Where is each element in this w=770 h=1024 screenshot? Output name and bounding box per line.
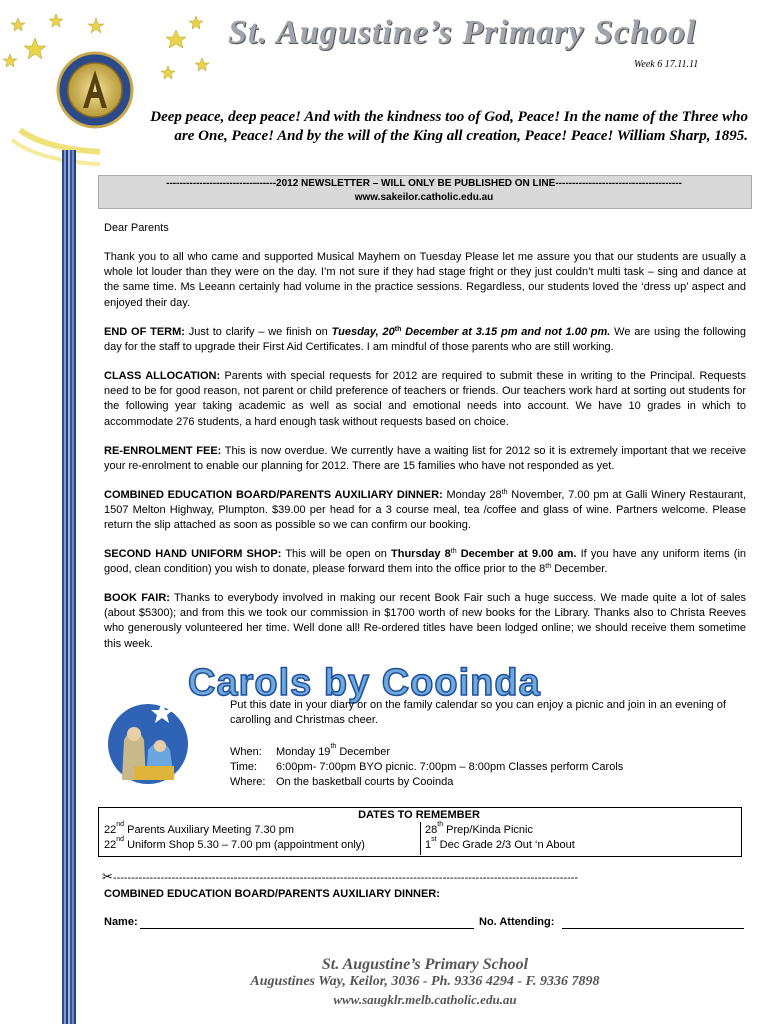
sup: th <box>545 563 552 571</box>
dates-heading: DATES TO REMEMBER <box>358 809 480 821</box>
sup: th <box>330 743 337 750</box>
uniform-text-end: December. <box>551 563 608 576</box>
date-day: 22 <box>104 824 117 836</box>
dinner-paragraph <box>104 488 746 534</box>
when-text: Monday 19 <box>276 746 331 758</box>
attending-field[interactable] <box>562 928 744 929</box>
scissors-icon: ✂ <box>102 870 113 885</box>
date-text: Parents Auxiliary Meeting 7.30 pm <box>124 824 295 836</box>
end-term-date: Tuesday, 20 <box>331 326 395 338</box>
quote: Deep peace, deep peace! And with the kindness too of God, Peace! In the name of the Three who are One, Peace! And by the will of the King all creation, Peace! Peace! William Sharp, 1895. <box>150 109 748 144</box>
end-of-term-paragraph <box>104 325 746 355</box>
banner-line: ---------------------------------2012 NEWSLETTER – WILL ONLY BE PUBLISHED ON LINE-------------------------------------- <box>166 178 682 189</box>
date-entry <box>425 836 575 851</box>
nativity-icon <box>104 690 192 790</box>
date-day: 1 <box>425 839 432 851</box>
sup: th <box>437 821 444 828</box>
class-heading: CLASS ALLOCATION: <box>104 370 221 382</box>
footer-school-name: St. Augustine’s Primary School <box>321 956 529 973</box>
website-link[interactable]: www.sakeilor.catholic.edu.au <box>354 192 494 203</box>
attending-label: No. Attending: <box>479 916 555 928</box>
end-term-text: Just to clarify – we finish on <box>184 326 332 338</box>
bookfair-text: Thanks to everybody involved in making our recent Book Fair such a huge success. We made quite a lot of sales (about $5300); and from this we took our commission in $1700 worth of new books for the Library. Thanks also to Christa Reeves who generously volunteered her time. Well done all! Re-ordered titles have been lodged online; we should receive them sometime this week. <box>104 592 746 650</box>
end-term-text-rest: We are using the following day for the staff to upgrade their First Aid Certificates. I am mindful of those parents who are still working. <box>104 326 746 354</box>
when-label: When: <box>230 746 262 758</box>
uniform-date-rest: December at 9.00 am. <box>456 548 577 560</box>
uniform-heading: SECOND HAND UNIFORM SHOP: <box>104 548 282 560</box>
date-day: 28 <box>425 824 438 836</box>
where-value: On the basketball courts by Cooinda <box>276 776 454 788</box>
book-fair-paragraph <box>104 591 746 652</box>
where-label: Where: <box>230 776 266 788</box>
date-entry <box>104 821 295 836</box>
carols-intro: Put this date in your diary or on the family calendar so you can enjoy a picnic and join in an evening of carolling and Christmas cheer. <box>230 699 726 726</box>
bookfair-heading: BOOK FAIR: <box>104 592 170 604</box>
when-value <box>276 743 736 758</box>
date-entry <box>425 821 533 836</box>
date-entry <box>104 836 365 851</box>
week-date: Week 6 17.11.11 <box>634 59 699 70</box>
dinner-text: Monday 28 <box>442 489 502 501</box>
uniform-paragraph <box>104 547 746 577</box>
cut-line <box>102 870 742 885</box>
reenrol-text: This is now overdue. We currently have a waiting list for 2012 so it is extremely important that we receive your re-enrolment to enable our planning for 2012. There are 15 families who have not responded as yet. <box>104 445 746 473</box>
uniform-date: Thursday 8 <box>391 548 451 560</box>
dinner-heading: COMBINED EDUCATION BOARD/PARENTS AUXILIARY DINNER: <box>104 489 443 501</box>
greeting: Dear Parents <box>104 222 169 234</box>
class-allocation-paragraph <box>104 369 746 430</box>
cut-dashes: ------------------------------------------------------------------------------------------------------------------------------- <box>112 872 579 884</box>
sup: th <box>501 489 508 496</box>
intro-paragraph: Thank you to all who came and supported Musical Mayhem on Tuesday Please let me assure you that our students are usually a whole lot louder than they were on the day. I’m not sure if they had stage fright or they just couldn’t multi task – sing and dance at the same time. Ms Leeann certainly had volume in the practice sessions. Regardless, our students loved the ‘dress up’ aspect and enjoyed their day. <box>104 251 746 309</box>
date-day: 22 <box>104 839 117 851</box>
decorative-border <box>0 0 100 1024</box>
school-title: St. Augustine’s Primary School <box>228 14 697 51</box>
sup: st <box>431 836 437 843</box>
sup: th <box>450 548 457 555</box>
reenrol-heading: RE-ENROLMENT FEE: <box>104 445 222 457</box>
class-text: Parents with special requests for 2012 are required to submit these in writing to the Principal. Requests need to be for good reason, not parent or child preference of teachers or friends. Our teachers work hard at sorting out students for the following year taking academic as well as social and emotional needs into account. We have 10 grades in which to accommodate 276 students, a hard enough task without requests based on choice. <box>104 370 746 428</box>
uniform-text: This will be open on <box>281 548 391 560</box>
left-stripe <box>62 150 76 1024</box>
uniform-text-rest: If you have any uniform items (in good, clean condition) you wish to donate, please forward them into the office prior to the 8 <box>104 548 747 576</box>
when-text-rest: December <box>336 746 391 758</box>
date-text: Prep/Kinda Picnic <box>443 824 533 836</box>
school-logo <box>55 50 135 130</box>
date-text: Dec Grade 2/3 Out ‘n About <box>436 839 575 851</box>
date-text: Uniform Shop 5.30 – 7.00 pm (appointment only) <box>124 839 365 851</box>
footer-website[interactable]: www.saugklr.melb.catholic.edu.au <box>333 992 517 1007</box>
sup: nd <box>116 836 125 843</box>
end-term-heading: END OF TERM: <box>104 326 185 338</box>
re-enrolment-paragraph <box>104 444 746 474</box>
time-label: Time: <box>230 761 258 773</box>
name-label: Name: <box>104 916 138 928</box>
sup: th <box>394 326 402 333</box>
dinner-text-rest: November, 7.00 pm at Galli Winery Restaurant, 1507 Melton Highway, Plumpton. $39.00 per head for a 3 course meal, tea /coffee and glass of wine. Partners welcome. Please return the slip attached as soon as possible so we can confirm our booking. <box>104 489 746 532</box>
dates-divider <box>420 822 421 855</box>
name-field[interactable] <box>140 928 474 929</box>
time-value: 6:00pm- 7:00pm BYO picnic. 7:00pm – 8:00pm Classes perform Carols <box>276 761 624 773</box>
sup: nd <box>116 821 125 828</box>
footer-address: Augustines Way, Keilor, 3036 - Ph. 9336 4294 - F. 9336 7898 <box>250 974 600 989</box>
carols-title: Carols by Cooinda <box>188 662 541 704</box>
slip-title: COMBINED EDUCATION BOARD/PARENTS AUXILIARY DINNER: <box>104 888 440 900</box>
end-term-date-rest: December at 3.15 pm and not 1.00 pm. <box>401 326 611 338</box>
